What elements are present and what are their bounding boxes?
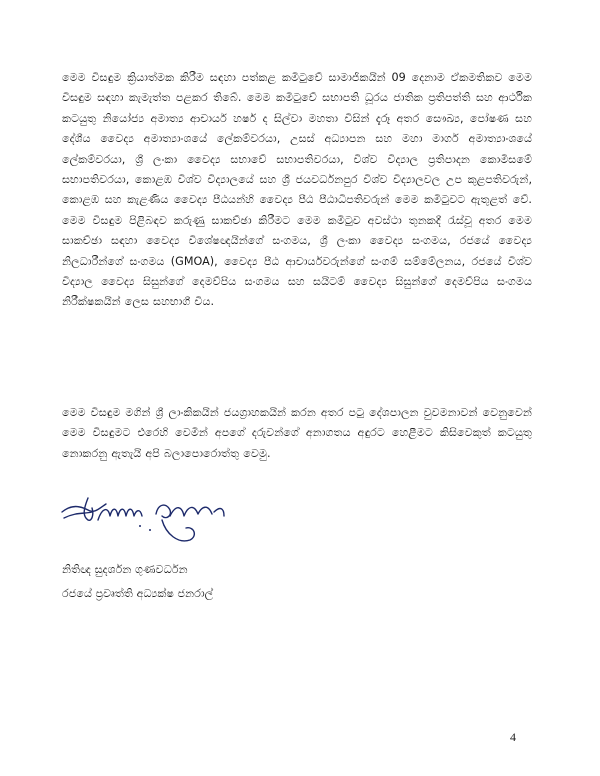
body-paragraph-conclusion: මෙම විසඳුම මගින් ශ්‍රී ලාංකිකයින් ජයග්‍රාහකයින් කරන අතර පටු දේශපාලන වුවමනාවන් වෙනුවෙන් මෙම විසඳුමට එරෙහි වෙමින් අපගේ දරුවන්ගේ අනාගතය අඳුරට හෙළීමට කිසිවෙකුත් කටයුතු නොකරනු ඇතැයි අපි බලාපොරොත්තු වෙමු. <box>62 406 532 460</box>
body-paragraph-committee: මෙම විසඳුම ක්‍රියාත්මක කිරීම සඳහා පත්කළ කමිටුවේ සාමාජිකයින් 09 දෙනාම ඒකමතිකව මෙම විසඳුම සඳහා කැමැත්ත පළකර තිබේ. මෙම කමිටුවේ සභාපති ධූරය ජාතික ප්‍රතිපත්ති සහ ආර්ථික කටයුතු නියෝජ්‍ය අමාත්‍ය ආචාර්ය හර්ෂ ද සිල්වා මහතා විසින් දැරූ අතර සෞඛ්‍ය, පෝෂණ සහ දේශීය වෛද්‍ය අමාත්‍යාංශයේ ලේකම්වරයා, උසස් අධ්‍යාපන සහ මහා මාර්ග අමාත්‍යාංශයේ ලේකම්වරයා, ශ්‍රී ලංකා වෛද්‍ය සභාවේ සභාපතිවරයා, විශ්ව විද්‍යාල ප්‍රතිපාදන කොමිසමේ සභාපතිවරයා, කොළඹ විශ්ව විද්‍යාලයේ සහ ශ්‍රී ජයවර්ධනපුර විශ්ව විද්‍යාලවල උප කුළපතිවරුන්, කොළඹ සහ කැළණිය වෛද්‍ය පීඨයන්හි වෛද්‍ය පීඨ පීඨාධිපතිවරුන් මෙම කමිටුවට ඇතුළත් වේ. මෙම විසඳුම පිළිබඳව කරුණු සාකච්ඡා කිරීමට මෙම කමිටුව අවස්ථා තුනකදී රැස්වූ අතර මෙම සාකච්ඡා සඳහා වෛද්‍ය විශේෂඥයින්ගේ සංගමය, ශ්‍රී ලංකා වෛද්‍ය සංගමය, රජයේ වෛද්‍ය නිලධාරීන්ගේ සංගමය (GMOA), වෛද්‍ය පීඨ ආචාර්යවරුන්ගේ සංගම් සම්මේලනය, රජයේ විශ්ව විද්‍යාල වෛද්‍ය සිසුන්ගේ දෙමව්පිය සංගමය සහ සයිටම් වෛද්‍ය සිසුන්ගේ දෙමව්පිය සංගමය නිරීක්ෂකයින් ලෙස සහභාගී විය. <box>62 71 532 309</box>
signer-title: රජයේ ප්‍රවෘත්ති අධ්‍යක්ෂ ජනරාල් <box>62 587 214 600</box>
page-number: 4 <box>510 730 516 744</box>
signer-name: නිතිඥ සුදර්ශන ගුණවර්ධන <box>62 563 188 576</box>
handwritten-signature <box>58 490 228 555</box>
